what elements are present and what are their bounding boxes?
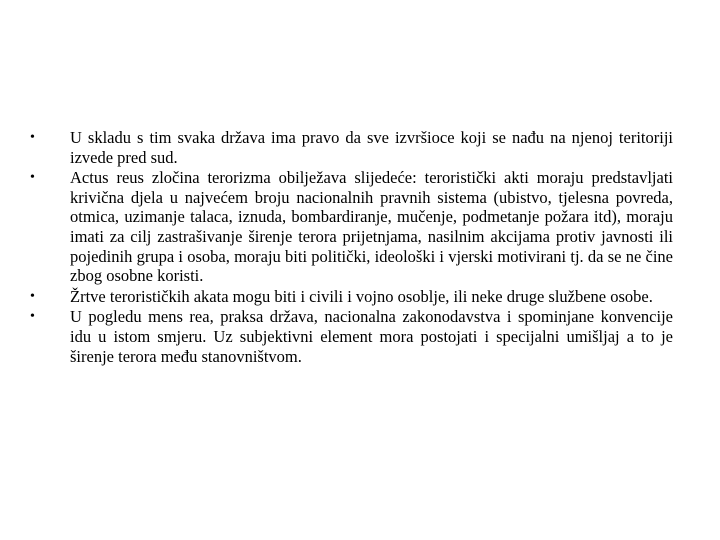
bullet-icon: •: [30, 130, 35, 145]
bullet-icon: •: [30, 288, 35, 304]
bullet-item-2: [30, 168, 673, 286]
bullet-text: Žrtve terorističkih akata mogu biti i civili i vojno osoblje, ili neke druge službene osobe.: [70, 286, 653, 306]
bullet-text: Actus reus zločina terorizma obilježava slijedeće: teroristički akti moraju predstavljati krivična djela u najvećem broju nacionalnih pravnih sistema (ubistvo, tjelesna povreda, otmica, uzimanje talaca, iznuda, bombardiranje, mučenje, podmetanje požara itd), moraju imati za cilj zastrašivanje širenje terora prijetnjama, nasilnim akcijama protiv javnosti ili pojedinih grupa i osoba, moraju biti politički, ideološki i vjerski motivirani tj. da se ne čine zbog osobne koristi.: [70, 168, 673, 286]
bullet-icon: •: [30, 309, 35, 325]
bullet-item-3: [30, 287, 673, 307]
bullet-item-4: [30, 307, 673, 366]
bullet-text: U skladu s tim svaka država ima pravo da sve izvršioce koji se nađu na njenoj teritoriji izvede pred sud.: [70, 128, 673, 167]
bullet-text: U pogledu mens rea, praksa država, nacionalna zakonodavstva i spominjane konvencije idu u istom smjeru. Uz subjektivni element mora postojati i specijalni umišljaj a to je širenje terora među stanovništvom.: [70, 307, 673, 366]
bullet-list: [30, 128, 673, 366]
bullet-item-1: [30, 128, 673, 167]
bullet-icon: •: [30, 170, 35, 186]
